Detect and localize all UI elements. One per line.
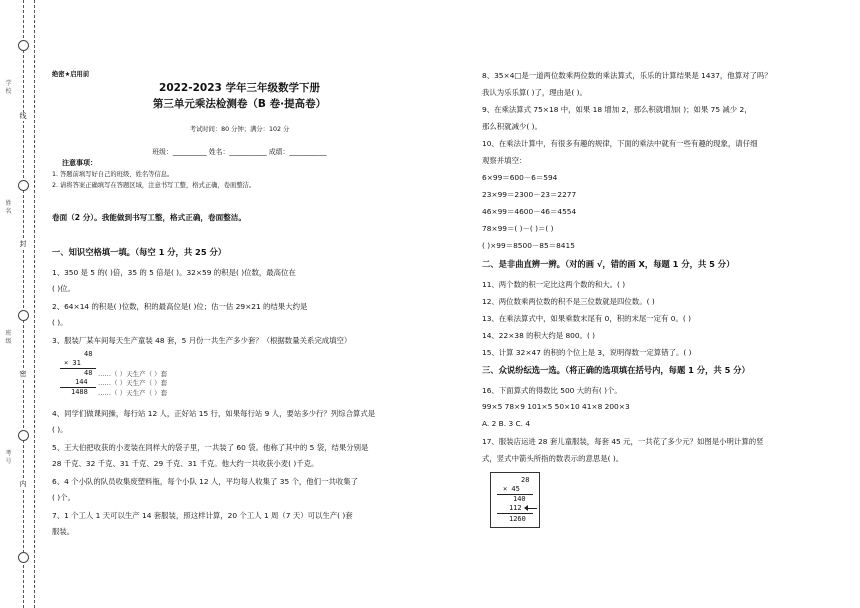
exam-title: 2022-2023 学年三年级数学下册 bbox=[159, 82, 320, 94]
section-2-title: 二、是非曲直辨一辨。（对的画 √，错的画 X，每题 1 分，共 5 分） bbox=[482, 259, 735, 269]
pattern-line: 6×99＝600－6＝594 bbox=[482, 173, 558, 182]
calc-row: × 31 bbox=[64, 359, 81, 367]
question-6-cont: ( )个。 bbox=[52, 493, 75, 502]
binding-word: 内 bbox=[16, 480, 30, 489]
calc-row: × 45 bbox=[503, 485, 520, 493]
neatness-line: 卷面（2 分）。我能做到书写工整，格式正确，卷面整洁。 bbox=[52, 213, 246, 222]
question-5: 5、王大伯把收获的小麦装在同样大的袋子里，一共装了 60 袋。他称了其中的 5 袋，结果分别是 bbox=[52, 443, 369, 452]
question-17: 17、服装店运进 28 套儿童服装，每套 45 元，一共花了多少元？如图是小明计算的竖 bbox=[482, 437, 764, 446]
calc-row: 48 bbox=[84, 369, 93, 377]
question-4: 4、同学们做课间操，每行站 12 人，正好站 15 行，如果每行站 9 人，要站多少行？列综合算式是 bbox=[52, 409, 376, 418]
question-9: 9、在乘法算式 75×18 中，如果 18 增加 2，那么积就增加( )；如果 75 减少 2， bbox=[482, 105, 752, 114]
question-16: 16、下面算式的得数比 500 大的有( )个。 bbox=[482, 386, 622, 395]
secret-label: 绝密★启用前 bbox=[52, 71, 90, 78]
question-1: 1、350 是 5 的( )倍，35 的 5 倍是( )。32×59 的积是( )位数，最高位在 bbox=[52, 268, 296, 277]
question-9-cont: 那么积就减少( )。 bbox=[482, 122, 542, 131]
binding-label: 考号 bbox=[5, 450, 12, 465]
question-14: 14、22×38 的积大约是 800。( ) bbox=[482, 331, 596, 340]
calc-rule bbox=[497, 513, 533, 514]
vertical-calc-q17 bbox=[490, 472, 540, 528]
calc-row: 28 bbox=[521, 476, 530, 484]
section-1-title: 一、知识空格填一填。（每空 1 分，共 25 分） bbox=[52, 247, 227, 257]
section-3-title: 三、众说纷纭选一选。（将正确的选项填在括号内，每题 1 分，共 5 分） bbox=[482, 365, 750, 375]
question-16-options: 99×5 78×9 101×5 50×10 41×8 200×3 bbox=[482, 402, 630, 411]
binding-line-outer bbox=[23, 0, 24, 608]
question-7: 7、1 个工人 1 天可以生产 14 套服装，照这样计算，20 个工人 1 周（7 天）可以生产( )套 bbox=[52, 511, 353, 520]
question-8-cont: 我认为乐乐算( )了，理由是( )。 bbox=[482, 88, 587, 97]
binding-circle bbox=[18, 552, 29, 563]
calc-row: 1260 bbox=[509, 515, 526, 523]
question-2: 2、64×14 的积是( )位数，积的最高位是( )位；估一估 29×21 的结果大约是 bbox=[52, 302, 308, 311]
binding-margin bbox=[0, 0, 40, 608]
calc-note[interactable]: ……（ ）天生产（ ）套 bbox=[98, 389, 168, 397]
question-6: 6、4 个小队的队员收集废塑料瓶，每个小队 12 人，平均每人收集了 35 个，他们一共收集了 bbox=[52, 477, 359, 486]
student-fields[interactable]: 班级：__________ 姓名：___________ 成绩：___________ bbox=[152, 148, 327, 156]
question-16-choices: A. 2 B. 3 C. 4 bbox=[482, 419, 531, 428]
pattern-line: 46×99＝4600－46＝4554 bbox=[482, 207, 577, 216]
binding-word: 线 bbox=[16, 112, 30, 121]
question-12: 12、两位数乘两位数的积不是三位数就是四位数。( ) bbox=[482, 297, 655, 306]
binding-label: 班级 bbox=[5, 330, 12, 345]
binding-label: 学校 bbox=[5, 80, 12, 95]
binding-circle bbox=[18, 430, 29, 441]
calc-row: 144 bbox=[75, 378, 88, 386]
question-10: 10、在乘法计算中，有很多有趣的规律，下面的乘法中就有一些有趣的现象，请仔细 bbox=[482, 139, 758, 148]
binding-circle bbox=[18, 40, 29, 51]
binding-circle bbox=[18, 310, 29, 321]
exam-subtitle: 第三单元乘法检测卷（B 卷·提高卷） bbox=[152, 98, 327, 110]
question-7-cont: 服装。 bbox=[52, 527, 75, 536]
question-5-cont: 28 千克、32 千克、31 千克、29 千克、31 千克。他大约一共收获小麦( )千克。 bbox=[52, 459, 319, 468]
calc-row: 140 bbox=[513, 495, 526, 503]
question-4-cont: ( )。 bbox=[52, 425, 68, 434]
vertical-calc-q3 bbox=[52, 350, 252, 405]
pattern-line: ( )×99＝8500－85＝8415 bbox=[482, 241, 575, 250]
calc-row: 48 bbox=[84, 350, 93, 358]
notes-heading: 注意事项： bbox=[62, 159, 97, 167]
binding-line-inner bbox=[34, 0, 35, 608]
note-item: 1. 答题前填写好自己的班级、姓名等信息。 bbox=[52, 171, 174, 178]
question-15: 15、计算 32×47 的积的个位上是 3，说明得数一定算错了。( ) bbox=[482, 348, 692, 357]
exam-info: 考试时间：80 分钟；满分：102 分 bbox=[189, 126, 290, 133]
pattern-line: 23×99＝2300－23＝2277 bbox=[482, 190, 577, 199]
binding-word: 密 bbox=[16, 370, 30, 379]
note-item: 2. 请将答案正确填写在答题区域，注意书写工整，格式正确，卷面整洁。 bbox=[52, 182, 256, 189]
question-17-cont: 式，竖式中箭头所指的数表示的意思是( )。 bbox=[482, 454, 624, 463]
calc-row: 1488 bbox=[71, 388, 88, 396]
binding-word: 封 bbox=[16, 240, 30, 249]
question-2-cont: ( )。 bbox=[52, 318, 68, 327]
question-3: 3、服装厂某车间每天生产童装 48 套，5 月份一共生产多少套？（根据数量关系完成填空） bbox=[52, 336, 352, 345]
question-1-cont: ( )位。 bbox=[52, 284, 75, 293]
question-11: 11、两个数的积一定比这两个数的和大。( ) bbox=[482, 280, 626, 289]
question-8: 8、35×4□是一道两位数乘两位数的乘法算式，乐乐的计算结果是 1437，他算对了吗？ bbox=[482, 71, 772, 80]
binding-circle bbox=[18, 180, 29, 191]
question-13: 13、在乘法算式中，如果乘数末尾有 0，积的末尾一定有 0。( ) bbox=[482, 314, 692, 323]
calc-note[interactable]: ……（ ）天生产（ ）套 bbox=[98, 370, 168, 378]
pattern-line: 78×99＝( )－( )＝( ) bbox=[482, 224, 554, 233]
calc-row: 112 bbox=[509, 504, 522, 512]
calc-note[interactable]: ……（ ）天生产（ ）套 bbox=[98, 379, 168, 387]
binding-label: 姓名 bbox=[5, 200, 12, 215]
arrow-head-icon bbox=[524, 505, 528, 511]
question-10-cont: 观察并填空： bbox=[482, 156, 527, 165]
